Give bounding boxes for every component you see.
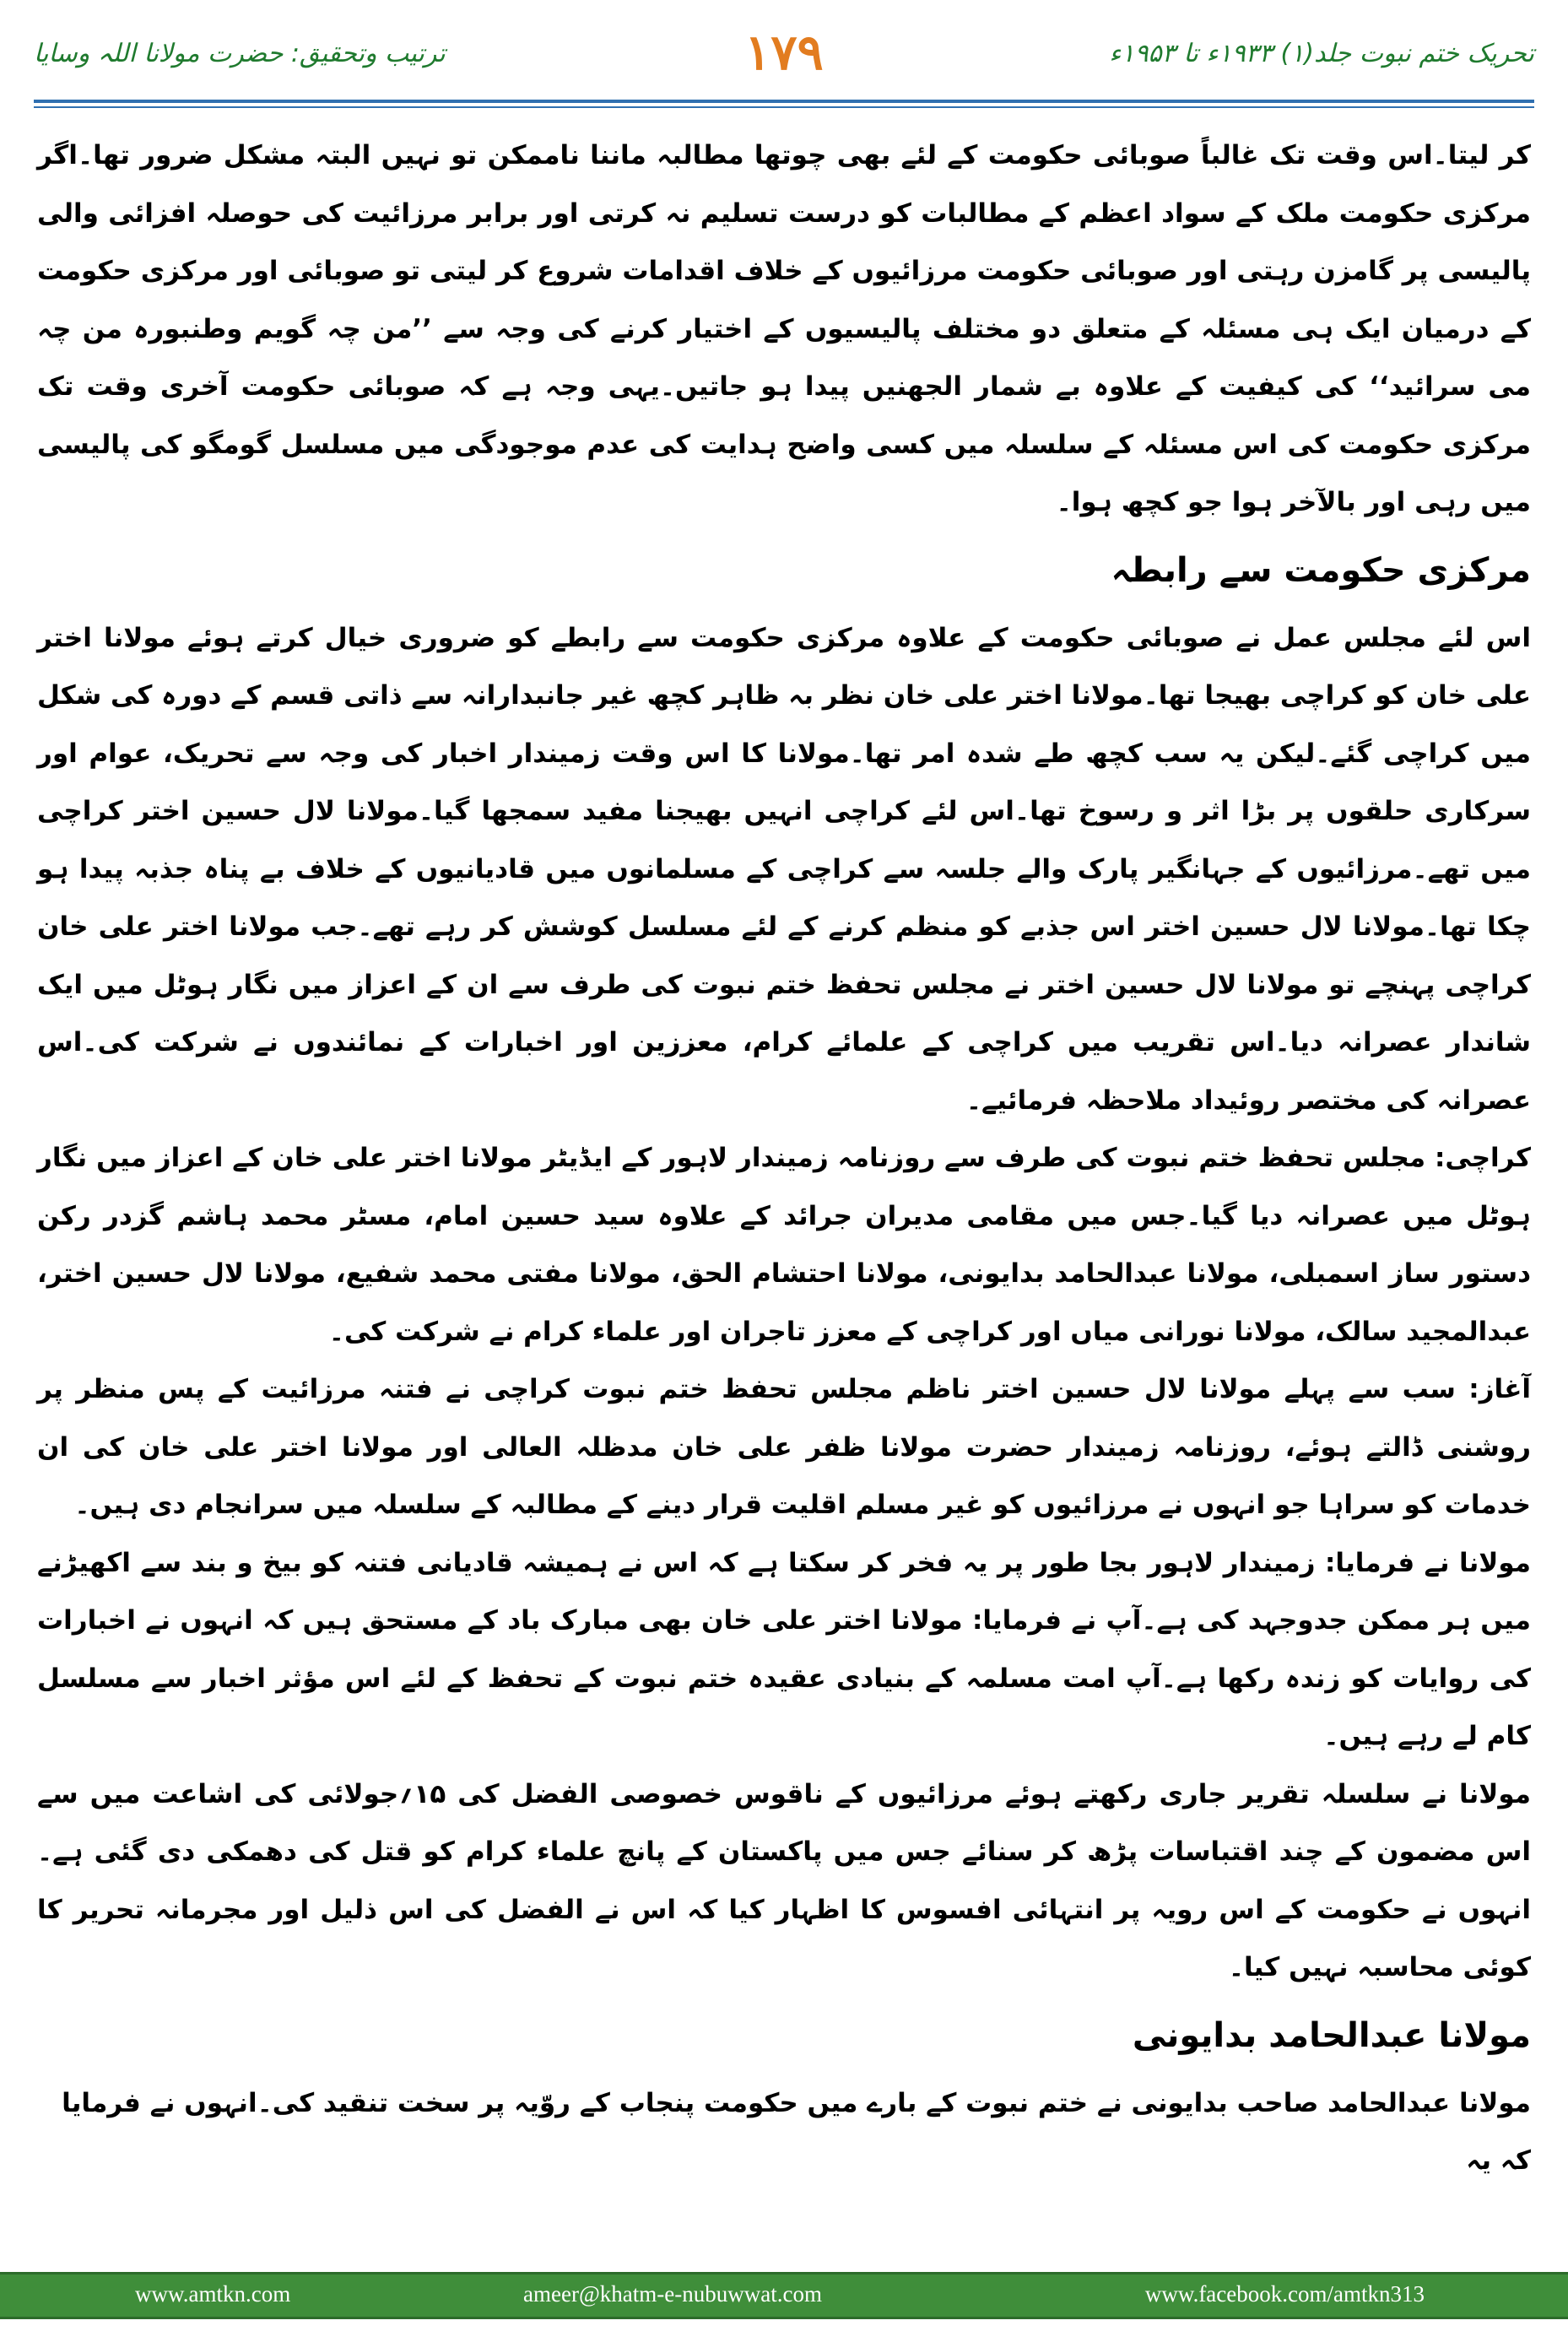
page-header (34, 24, 1534, 91)
book-title: تحریک ختم نبوت جلد(۱) ۱۹۳۳ء تا ۱۹۵۳ء (1109, 39, 1534, 68)
paragraph-5: مولانا نے فرمایا: زمیندار لاہور بجا طور پر یہ فخر کر سکتا ہے کہ اس نے ہمیشہ قادیانی فتنہ کو بیخ و بند سے اکھیڑنے میں ہر ممکن جدوجہد کی ہے۔آپ نے فرمایا: مولانا اختر علی خان بھی مبارک باد کے مستحق ہیں کہ انہوں نے اخبارات کی روایات کو زندہ رکھا ہے۔آپ امت مسلمہ کے بنیادی عقیدہ ختم نبوت کے تحفظ کے لئے اس مؤثر اخبار سے مسلسل کام لے رہے ہیں۔ (37, 1547, 1531, 1751)
page-body (37, 127, 1531, 2190)
header-rule (34, 100, 1534, 103)
section-heading-badayuni: مولانا عبدالحامد بدایونی (1132, 2015, 1531, 2055)
paragraph-3: کراچی: مجلس تحفظ ختم نبوت کی طرف سے روزنامہ زمیندار لاہور کے ایڈیٹر مولانا اختر علی خان کے اعزاز میں نگار ہوٹل میں عصرانہ دیا گیا۔جس میں مقامی مدیران جرائد کے علاوہ سید حسین امام، مسٹر محمد ہاشم گزدر رکن دستور ساز اسمبلی، مولانا عبدالحامد بدایونی، مولانا احتشام الحق، مولانا مفتی محمد شفیع، مولانا لال حسین اختر، عبدالمجید سالک، مولانا نورانی میاں اور کراچی کے معزز تاجران اور علماء کرام نے شرکت کی۔ (37, 1143, 1531, 1347)
facebook-link[interactable]: www.facebook.com/amtkn313 (1144, 2281, 1425, 2307)
paragraph-2: اس لئے مجلس عمل نے صوبائی حکومت کے علاوہ مرکزی حکومت سے رابطے کو ضروری خیال کرتے ہوئے مولانا اختر علی خان کو کراچی بھیجا تھا۔مولانا اختر علی خان نظر بہ ظاہر کچھ غیر جانبدارانہ سے ذاتی قسم کے دورہ کی شکل میں کراچی گئے۔لیکن یہ سب کچھ طے شدہ امر تھا۔مولانا کا اس وقت زمیندار اخبار کی وجہ سے تحریک، عوام اور سرکاری حلقوں پر بڑا اثر و رسوخ تھا۔اس لئے کراچی انہیں بھیجنا مفید سمجھا گیا۔مولانا لال حسین اختر کراچی میں تھے۔مرزائیوں کے جہانگیر پارک والے جلسہ سے کراچی کے مسلمانوں میں قادیانیوں کے خلاف بے پناہ جذبہ پیدا ہو چکا تھا۔مولانا لال حسین اختر اس جذبے کو منظم کرنے کے لئے مسلسل کوشش کر رہے تھے۔جب مولانا اختر علی خان کراچی پہنچے تو مولانا لال حسین اختر نے مجلس تحفظ ختم نبوت کی طرف سے ان کے اعزاز میں نگار ہوٹل میں ایک شاندار عصرانہ دیا۔اس تقریب میں کراچی کے علمائے کرام، معززین اور اخبارات کے نمائندوں نے شرکت کی۔اس عصرانہ کی مختصر روئیداد ملاحظہ فرمائیے۔ (37, 622, 1531, 1116)
section-heading-central-government: مرکزی حکومت سے رابطہ (1111, 550, 1531, 590)
paragraph-4: آغاز: سب سے پہلے مولانا لال حسین اختر ناظم مجلس تحفظ ختم نبوت کراچی نے فتنہ مرزائیت کے پس منظر پر روشنی ڈالتے ہوئے، روزنامہ زمیندار حضرت مولانا ظفر علی خان مدظلہ العالی اور مولانا اختر علی خان کی ان خدمات کو سراہا جو انہوں نے مرزائیوں کو غیر مسلم اقلیت قرار دینے کے مطالبہ کے سلسلہ میں سرانجام دی ہیں۔ (37, 1374, 1531, 1520)
paragraph-1: کر لیتا۔اس وقت تک غالباً صوبائی حکومت کے لئے بھی چوتھا مطالبہ ماننا ناممکن تو نہیں البتہ مشکل ضرور تھا۔اگر مرکزی حکومت ملک کے سواد اعظم کے مطالبات کو درست تسلیم نہ کرتی اور برابر مرزائیت کی حوصلہ افزائی والی پالیسی پر گامزن رہتی اور صوبائی حکومت مرزائیوں کے خلاف اقدامات شروع کر لیتی تو صوبائی اور مرکزی حکومت کے درمیان ایک ہی مسئلہ کے متعلق دو مختلف پالیسیوں کے اختیار کرنے کی وجہ سے ’’من چہ گویم وطنبورہ من چہ می سرائید‘‘ کی کیفیت کے علاوہ بے شمار الجھنیں پیدا ہو جاتیں۔یہی وجہ ہے کہ صوبائی حکومت آخری وقت تک مرکزی حکومت کی اس مسئلہ کے سلسلہ میں کسی واضح ہدایت کی عدم موجودگی میں مسلسل گومگو کی پالیسی میں رہی اور بالآخر ہوا جو کچھ ہوا۔ (37, 140, 1531, 517)
email-link[interactable]: ameer@khatm-e-nubuwwat.com (523, 2281, 822, 2307)
compiler-credit: ترتیب وتحقیق: حضرت مولانا اللہ وسایا (34, 39, 446, 68)
paragraph-6: مولانا نے سلسلہ تقریر جاری رکھتے ہوئے مرزائیوں کے ناقوس خصوصی الفضل کی ۱۵؍جولائی کی اشاعت میں سے اس مضمون کے چند اقتباسات پڑھ کر سنائے جس میں پاکستان کے پانچ علماء کرام کو قتل کی دھمکی دی گئی ہے۔انہوں نے حکومت کے اس رویہ پر انتہائی افسوس کا اظہار کیا کہ اس نے الفضل کی اس ذلیل اور مجرمانہ تحریر کا کوئی محاسبہ نہیں کیا۔ (37, 1778, 1531, 1982)
paragraph-7: مولانا عبدالحامد صاحب بدایونی نے ختم نبوت کے بارے میں حکومت پنجاب کے روّیہ پر سخت تنقید کی۔انہوں نے فرمایا کہ یہ (62, 2087, 1531, 2176)
website-link[interactable]: www.amtkn.com (135, 2281, 291, 2307)
page-number: ۱۷۹ (744, 24, 824, 81)
page-footer (0, 2272, 1568, 2319)
header-rule-thin (34, 106, 1534, 108)
